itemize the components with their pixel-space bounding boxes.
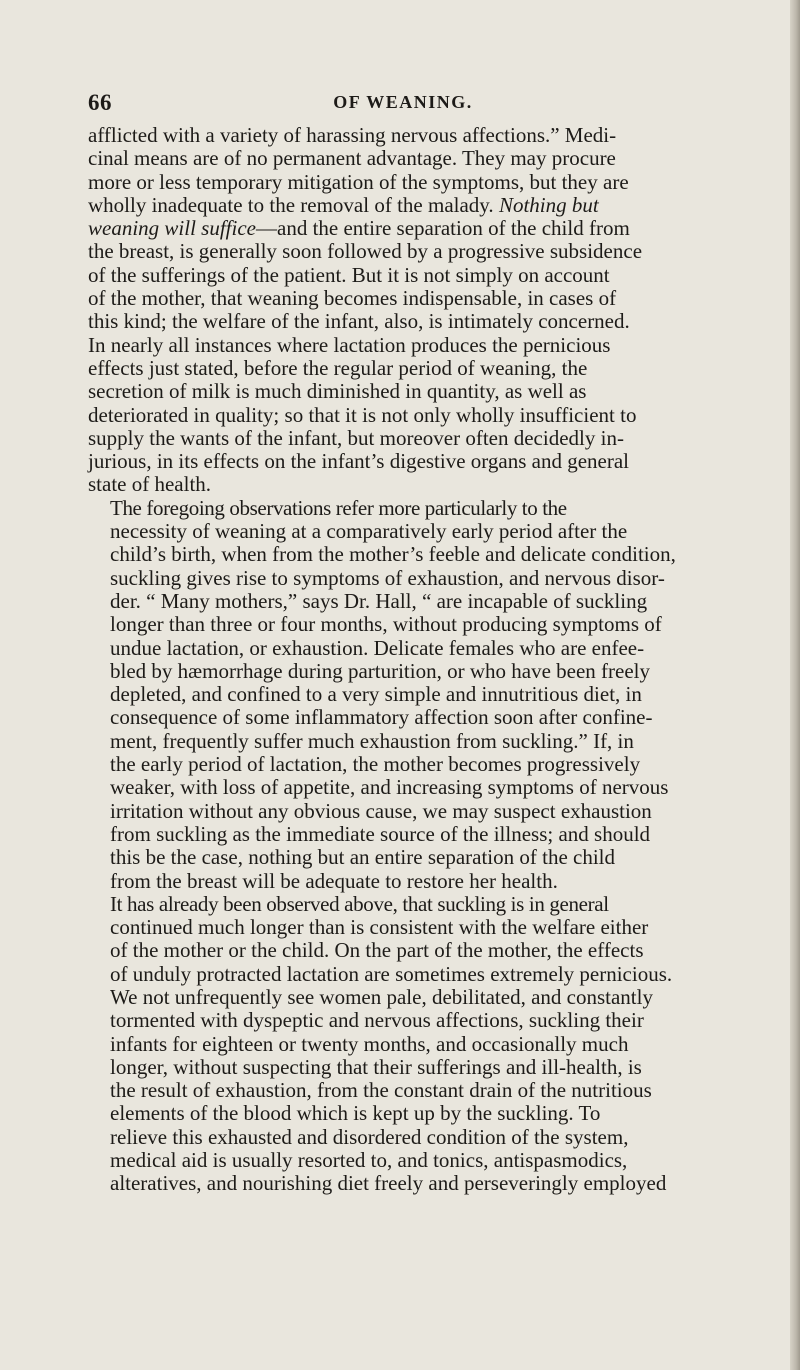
text-line: alteratives, and nourishing diet freely and perseveringly employed: [110, 1171, 667, 1196]
text-line-with-italic: [88, 194, 710, 217]
text-line: necessity of weaning at a comparatively early period after the: [110, 519, 628, 544]
text-line: this kind; the welfare of the infant, also, is intimately concerned.: [88, 309, 630, 334]
text-line: the breast, is generally soon followed by a progressive subsidence: [88, 239, 643, 264]
page-edge: [790, 0, 800, 1370]
text-line-with-italic: [88, 217, 710, 240]
text-line: The foregoing observations refer more particularly to the: [110, 495, 567, 520]
text-segment: —and the entire separation of the child from: [256, 216, 630, 241]
italic-text: weaning will suffice: [88, 216, 256, 241]
paragraph-1: [88, 124, 710, 497]
text-line: consequence of some inflammatory affection soon after confine-: [110, 705, 653, 730]
text-line: tormented with dyspeptic and nervous affections, suckling their: [110, 1008, 644, 1033]
page-number: 66: [88, 90, 112, 115]
italic-text: Nothing but: [498, 192, 599, 217]
text-line: state of health.: [88, 472, 212, 497]
text-line: from the breast will be adequate to restore her health.: [110, 868, 558, 893]
text-line: of the mother, that weaning becomes indispensable, in cases of: [88, 286, 617, 311]
text-line: weaker, with loss of appetite, and increasing symptoms of nervous: [110, 775, 669, 800]
text-line: this be the case, nothing but an entire separation of the child: [110, 845, 616, 870]
text-line: supply the wants of the infant, but moreover often decidedly in-: [88, 425, 624, 450]
text-line: longer than three or four months, without producing symptoms of: [110, 612, 662, 637]
paragraph-3: [88, 893, 710, 1196]
page-header: [88, 90, 718, 120]
paragraph-2: [88, 497, 710, 893]
text-line: bled by hæmorrhage during parturition, or who have been freely: [110, 658, 651, 683]
text-line: We not unfrequently see women pale, debilitated, and constantly: [110, 984, 653, 1009]
text-line: the result of exhaustion, from the constant drain of the nutritious: [110, 1078, 652, 1103]
text-line: of the mother or the child. On the part of the mother, the effects: [110, 938, 644, 963]
text-line: afflicted with a variety of harassing nervous affections.” Medi-: [88, 123, 617, 147]
text-line: more or less temporary mitigation of the symptoms, but they are: [88, 169, 629, 194]
text-line: child’s birth, when from the mother’s feeble and delicate condition,: [110, 542, 676, 567]
text-line: irritation without any obvious cause, we may suspect exhaustion: [110, 798, 652, 823]
text-line: jurious, in its effects on the infant’s digestive organs and general: [88, 449, 630, 474]
text-line: It has already been observed above, that suckling is in general: [110, 891, 609, 916]
text-line: relieve this exhausted and disordered condition of the system,: [110, 1124, 629, 1149]
text-line: of unduly protracted lactation are sometimes extremely pernicious.: [110, 961, 673, 986]
text-line: undue lactation, or exhaustion. Delicate females who are enfee-: [110, 635, 645, 660]
text-line: In nearly all instances where lactation produces the pernicious: [88, 332, 611, 357]
text-segment: wholly inadequate to the removal of the malady.: [88, 192, 494, 217]
text-line: secretion of milk is much diminished in quantity, as well as: [88, 379, 587, 404]
text-line: suckling gives rise to symptoms of exhaustion, and nervous disor-: [110, 565, 665, 590]
text-line: ment, frequently suffer much exhaustion from suckling.” If, in: [110, 728, 634, 753]
text-line: the early period of lactation, the mother becomes progressively: [110, 752, 641, 777]
text-line: der. “ Many mothers,” says Dr. Hall, “ are incapable of suckling: [110, 588, 648, 613]
text-line: cinal means are of no permanent advantage. They may procure: [88, 146, 616, 171]
text-line: longer, without suspecting that their sufferings and ill-health, is: [110, 1054, 642, 1079]
text-line: of the sufferings of the patient. But it is not simply on account: [88, 262, 610, 287]
text-line: effects just stated, before the regular period of weaning, the: [88, 355, 588, 380]
text-line: medical aid is usually resorted to, and tonics, antispasmodics,: [110, 1148, 628, 1173]
text-line: infants for eighteen or twenty months, and occasionally much: [110, 1031, 629, 1056]
text-line: elements of the blood which is kept up by the suckling. To: [110, 1101, 601, 1126]
text-line: continued much longer than is consistent with the welfare either: [110, 915, 649, 940]
text-line: from suckling as the immediate source of the illness; and should: [110, 821, 651, 846]
body-text: [88, 124, 710, 1196]
text-line: depleted, and confined to a very simple and innutritious diet, in: [110, 682, 642, 707]
running-head: OF WEANING.: [333, 92, 473, 112]
text-line: deteriorated in quality; so that it is not only wholly insufficient to: [88, 402, 637, 427]
